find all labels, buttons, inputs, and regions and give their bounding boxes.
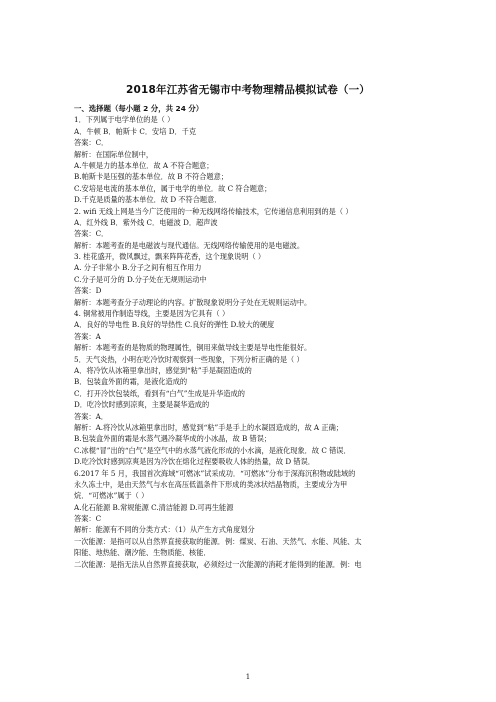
text-line: D.千克是质量的基本单位．故 D 不符合题意． bbox=[74, 195, 222, 205]
text-line: A．牛顿 B．帕斯卡 C．安培 D．千克 bbox=[74, 126, 197, 136]
text-line: 答案：A bbox=[74, 331, 101, 341]
text-line: D.吃冷饮时感到凉爽是因为冷饮在熔化过程要吸收人体的热量，故 D 错误． bbox=[74, 457, 315, 467]
text-line: A．红外线 B．紫外线 C．电磁波 D．超声波 bbox=[74, 217, 218, 227]
text-line: B.包装盒外面的霜是水蒸气遇冷凝华成的小冰晶，故 B 错误； bbox=[74, 434, 272, 444]
text-line: A.化石能源 B.常规能源 C.清洁能源 D.可再生能源 bbox=[74, 502, 234, 512]
text-line: 答案：C． bbox=[74, 229, 109, 239]
text-line: A．将冷饮从冰箱里拿出时，感觉到“粘”手是凝固造成的 bbox=[74, 365, 252, 375]
text-line: B.帕斯卡是压强的基本单位．故 B 不符合题意； bbox=[74, 172, 228, 182]
page-title: 2018年江苏省无锡市中考物理精品模拟试卷（一） bbox=[125, 84, 371, 96]
text-line: A. 分子非常小 B.分子之间有相互作用力 bbox=[74, 263, 202, 273]
text-line: 答案：A． bbox=[74, 411, 108, 421]
text-line: 阳能、地热能、潮汐能、生物质能、核能． bbox=[74, 548, 211, 558]
text-line: B．包装盒外面的霜，是液化造成的 bbox=[74, 377, 188, 387]
text-line: 解析：本题考查分子动理论的内容。扩散现象说明分子处在无规则运动中。 bbox=[74, 297, 312, 307]
text-line: A.牛顿是力的基本单位．故 A 不符合题意； bbox=[74, 160, 214, 170]
text-line: 2. wifi 无线上网是当今广泛使用的一种无线网络传输技术，它传递信息利用到的是（ ） bbox=[74, 206, 353, 216]
text-line: 6.2017 年 5 月，我国首次海域“可燃冰”试采成功．“可燃冰”分布于深海沉积物或陆域的 bbox=[74, 468, 356, 478]
text-line: 4. 铜常被用作制造导线，主要是因为它具有（ ） bbox=[74, 309, 230, 319]
page-number: 1 bbox=[245, 673, 251, 681]
text-line: 1．下列属于电学单位的是（ ） bbox=[74, 115, 175, 125]
text-line: 答案：C． bbox=[74, 138, 109, 148]
text-lines bbox=[74, 114, 427, 570]
text-line: 解析：本题考查的是电磁波与现代通信。无线网络传输使用的是电磁波。 bbox=[74, 240, 305, 250]
section-heading: 一、选择题（每小题 2 分，共 24 分） bbox=[74, 104, 204, 113]
text-line: 解析：A.将冷饮从冰箱里拿出时，感觉到“粘”手是手上的水凝固造成的，故 A 正确； bbox=[74, 422, 343, 432]
document-body bbox=[74, 103, 427, 570]
text-line: C.分子是可分的 D.分子处在无规则运动中 bbox=[74, 274, 207, 284]
text-line: 3. 桂花盛开，微风飘过，飘来阵阵花香，这个现象说明（ ） bbox=[74, 252, 266, 262]
text-line: 答案：D bbox=[74, 286, 102, 296]
text-line: 解析：能源有不同的分类方式：（1）从产生方式角度划分 bbox=[74, 525, 255, 535]
text-line: C.冰棍“冒”出的“白气”是空气中的水蒸气液化形成的小水滴，是液化现象．故 C 错误． bbox=[74, 445, 351, 455]
text-line: 一次能源：是指可以从自然界直接获取的能源．例：煤炭、石油、天然气、水能、风能、太 bbox=[74, 536, 362, 546]
text-line: 二次能源：是指无法从自然界直接获取，必须经过一次能源的消耗才能得到的能源．例：电 bbox=[74, 559, 362, 569]
text-line: C．打开冷饮包装纸，看到有“白气”生成是升华造成的 bbox=[74, 388, 245, 398]
text-line: A．良好的导电性 B.良好的导热性 C.良好的弹性 D.较大的硬度 bbox=[74, 320, 275, 330]
text-line: 烷．“可燃冰”属于（ ） bbox=[74, 491, 149, 501]
text-line: D．吃冷饮时感到凉爽，主要是凝华造成的 bbox=[74, 400, 210, 410]
text-line: 答案：C bbox=[74, 514, 102, 524]
text-line: 5．天气炎热，小明在吃冷饮时观察到一些现象，下列分析正确的是（ ） bbox=[74, 354, 304, 364]
text-line: C.安培是电流的基本单位，属于电学的单位．故 C 符合题意； bbox=[74, 183, 272, 193]
text-line: 解析：本题考查的是物质的物理属性，铜用来做导线主要是导电性能很好。 bbox=[74, 343, 312, 353]
text-line: 永久冻土中，是由天然气与水在高压低温条件下形成的类冰状结晶物质，主要成分为甲 bbox=[74, 479, 348, 489]
text-line: 解析：在国际单位制中， bbox=[74, 149, 154, 159]
